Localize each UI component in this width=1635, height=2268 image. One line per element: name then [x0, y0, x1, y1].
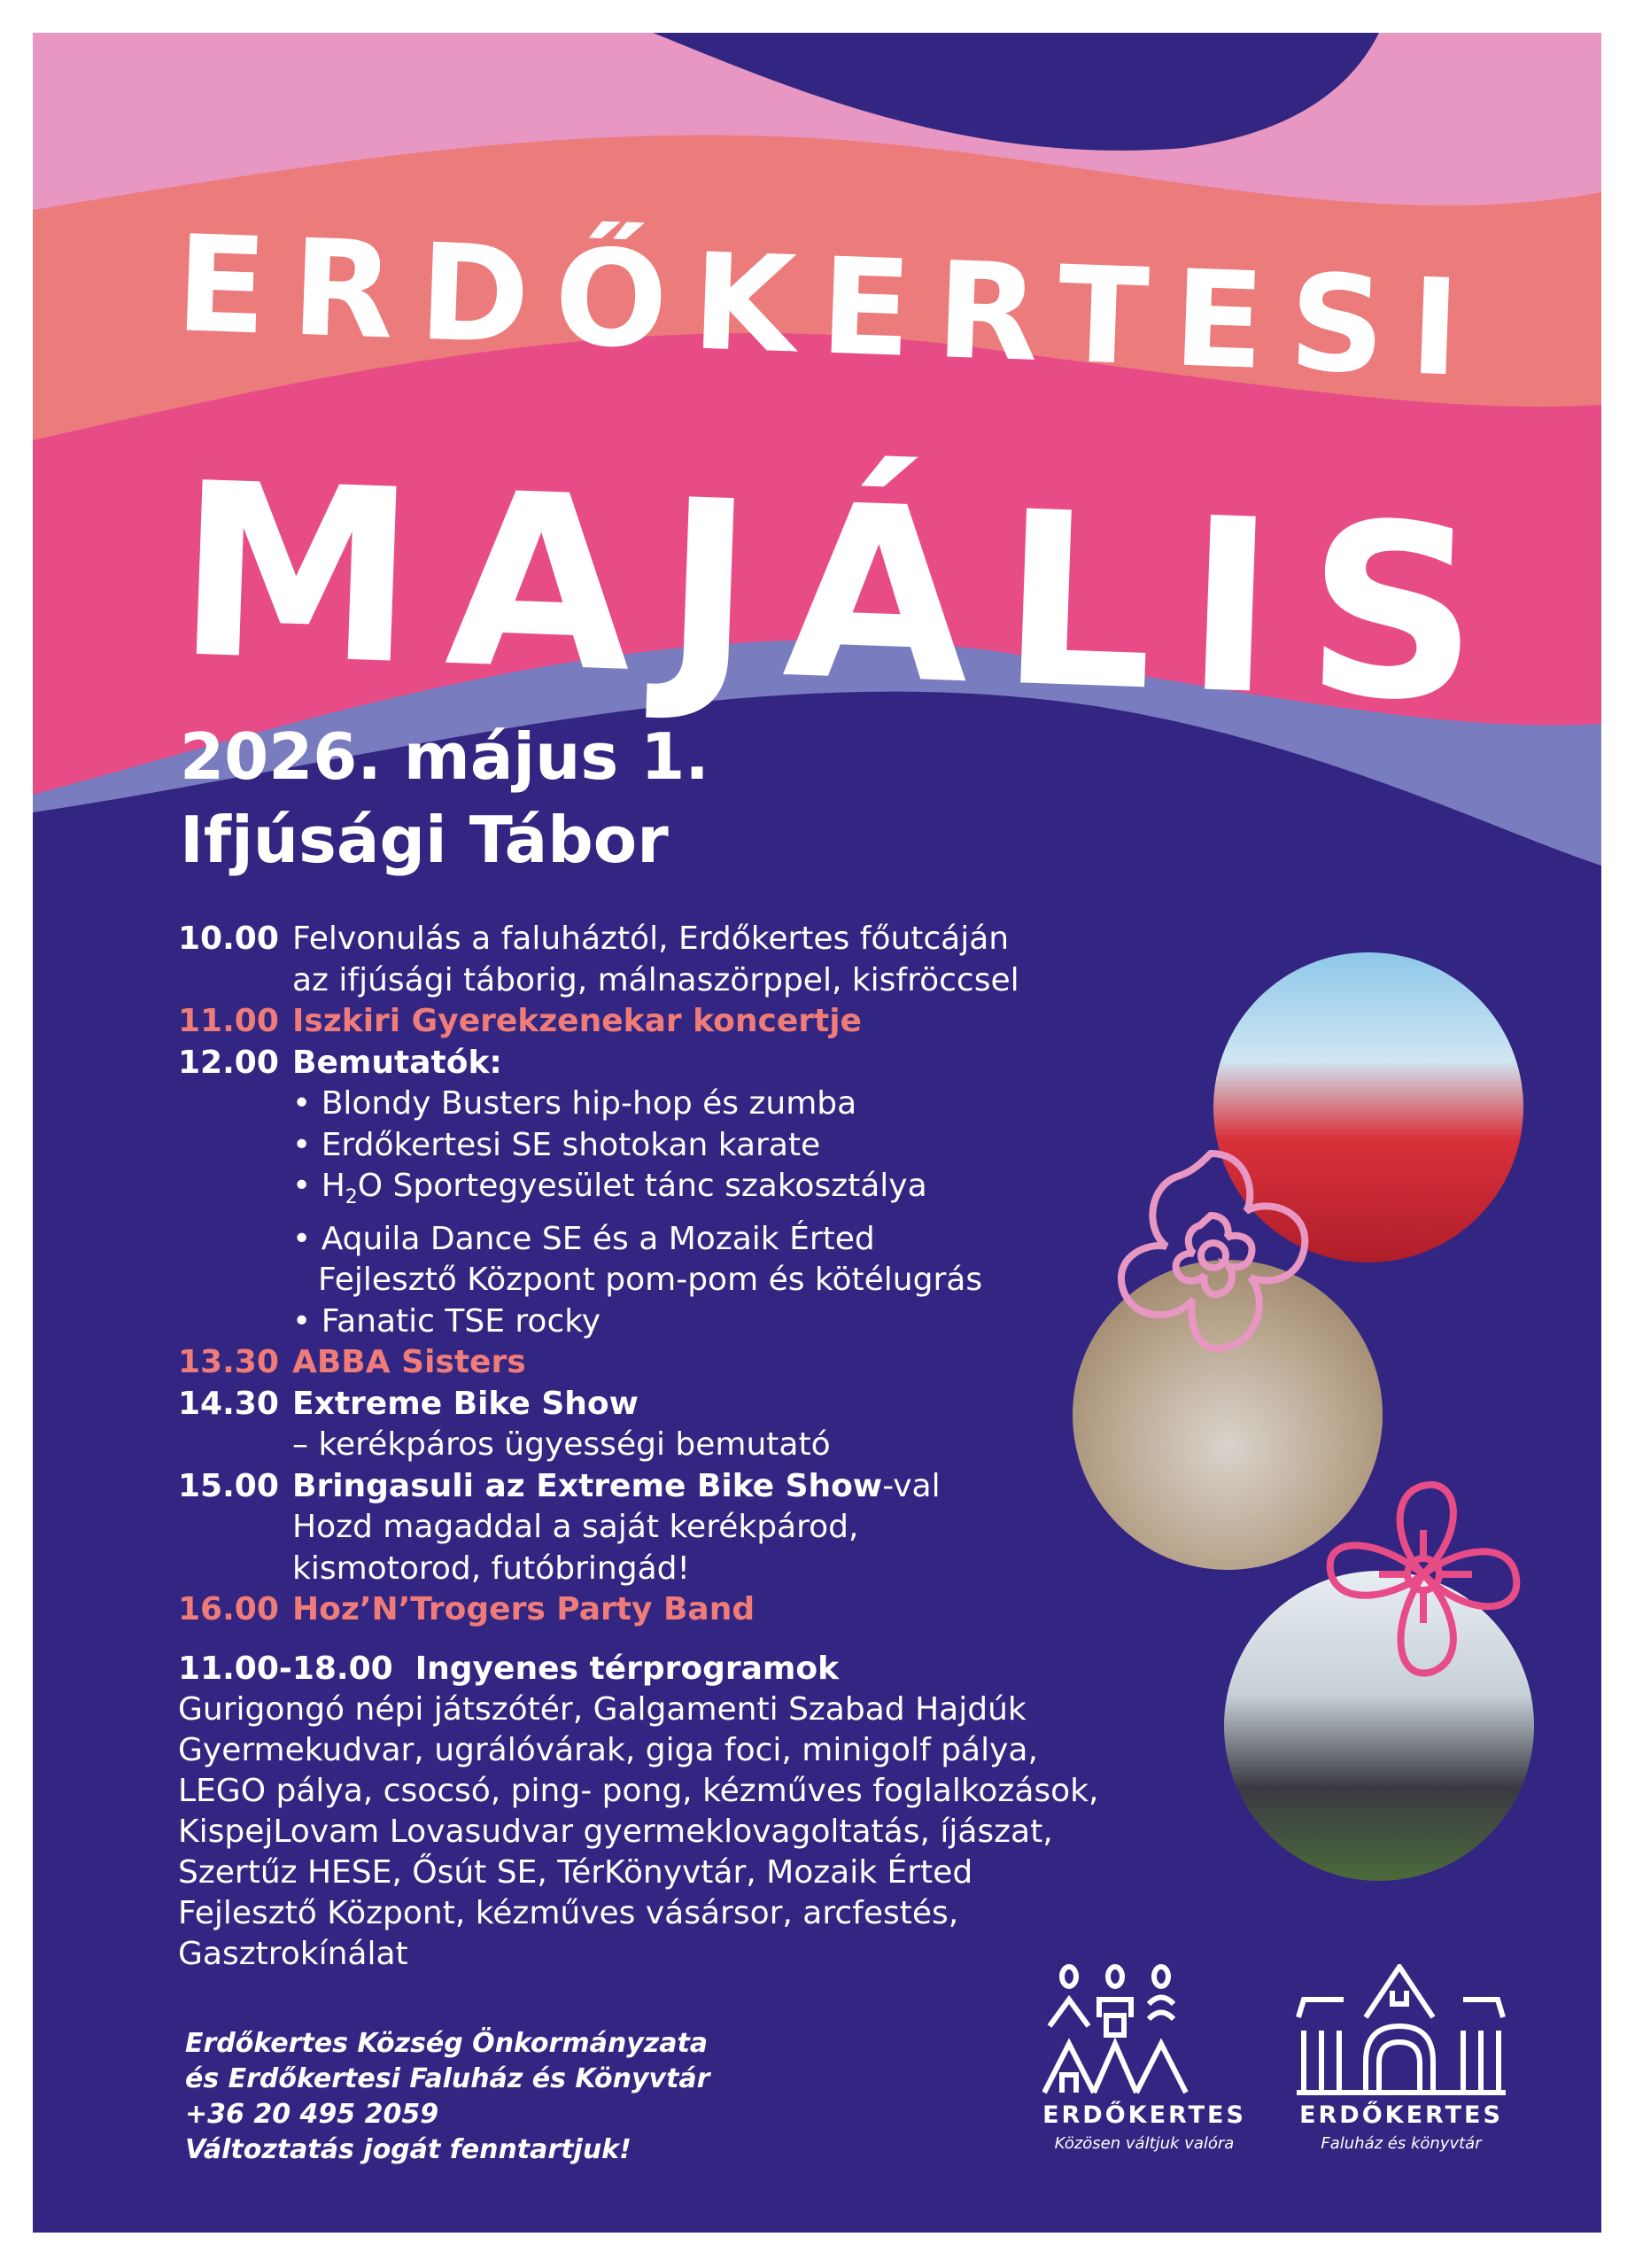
flower-icon	[1290, 1450, 1556, 1716]
title-line2: MAJÁLIS	[172, 431, 1484, 756]
erdokertes-municipality-logo-icon	[1042, 1964, 1246, 2097]
free-programs-line: Gurigongó népi játszótér, Galgamenti Szabad Hajdúk	[178, 1691, 1027, 1728]
schedule-time: 12.00	[178, 1044, 279, 1081]
schedule-time: 14.30	[178, 1385, 279, 1422]
schedule-suffix: -val	[882, 1467, 941, 1504]
disclaimer: Változtatás jogát fenntartjuk!	[185, 2134, 632, 2165]
schedule-time: 11.00	[178, 1003, 279, 1039]
schedule-title: Bemutatók:	[292, 1044, 502, 1081]
title-line1: ERDŐKERTESI	[173, 207, 1462, 407]
faluhaz-library-logo-icon	[1295, 1964, 1507, 2097]
schedule-time: 16.00	[178, 1591, 279, 1628]
logo-name: ERDŐKERTES	[1299, 2101, 1503, 2129]
schedule-time: 15.00	[178, 1467, 279, 1504]
schedule	[178, 919, 1019, 1631]
poster	[33, 33, 1601, 2233]
event-info	[180, 715, 709, 882]
free-programs-line: Fejlesztő Központ, kézműves vásársor, arcfestés,	[178, 1895, 959, 1931]
schedule-text: Felvonulás a faluháztól, Erdőkertes főutcáján	[292, 920, 1010, 957]
free-programs-line: LEGO pálya, csocsó, ping- pong, kézműves foglalkozások,	[178, 1773, 1099, 1809]
free-programs-line: Gasztrokínálat	[178, 1936, 408, 1972]
phone-number: +36 20 495 2059	[185, 2099, 439, 2130]
free-programs-line: Gyermekudvar, ugrálóvárak, giga foci, minigolf pálya,	[178, 1732, 1038, 1768]
schedule-text: az ifjúsági táborig, málnaszörppel, kisfröccsel	[292, 961, 1019, 998]
organizer-line: és Erdőkertesi Faluház és Könyvtár	[185, 2063, 710, 2094]
logo-tagline: Közösen váltjuk valóra	[1054, 2134, 1235, 2153]
schedule-text: kismotorod, futóbringád!	[292, 1550, 690, 1587]
free-programs-line: Szertűz HESE, Ősút SE, TérKönyvtár, Mozaik Érted	[178, 1854, 973, 1891]
free-programs-title: Ingyenes térprogramok	[415, 1651, 840, 1687]
schedule-title: Iszkiri Gyerekzenekar koncertje	[292, 1003, 862, 1039]
schedule-title: Bringasuli az Extreme Bike Show	[292, 1467, 883, 1504]
free-programs-time: 11.00-18.00	[178, 1651, 393, 1687]
schedule-time: 13.30	[178, 1344, 279, 1381]
event-date: 2026. május 1.	[180, 719, 709, 794]
schedule-text: – kerékpáros ügyességi bemutató	[292, 1426, 831, 1464]
schedule-text: Hozd magaddal a saját kerékpárod,	[292, 1509, 859, 1546]
schedule-title: Hoz’N’Trogers Party Band	[292, 1591, 756, 1628]
logo-name: ERDŐKERTES	[1042, 2101, 1246, 2129]
list-item: • Aquila Dance SE és a Mozaik Érted	[292, 1220, 875, 1257]
list-item: • Erdőkertesi SE shotokan karate	[292, 1126, 821, 1163]
list-item: • Blondy Busters hip-hop és zumba	[292, 1085, 857, 1122]
schedule-title: Extreme Bike Show	[292, 1385, 639, 1422]
flower-icon	[1078, 1122, 1344, 1388]
event-venue: Ifjúsági Tábor	[180, 803, 669, 877]
list-item-continued: Fejlesztő Központ pom-pom és kötélugrás	[318, 1262, 983, 1299]
free-programs	[178, 1649, 1098, 1975]
logo-tagline: Faluház és könyvtár	[1321, 2134, 1482, 2153]
footer-contact	[185, 2026, 709, 2168]
list-item: • $H_2O$ Sportegyesület tánc szakosztálya	[292, 1168, 927, 1209]
free-programs-line: KispejLovam Lovasudvar gyermeklovagoltatás, íjászat,	[178, 1814, 1053, 1850]
organizer-line: Erdőkertes Község Önkormányzata	[185, 2028, 709, 2059]
schedule-time: 10.00	[178, 920, 279, 957]
list-item: • Fanatic TSE rocky	[292, 1302, 601, 1340]
schedule-title: ABBA Sisters	[292, 1344, 526, 1381]
